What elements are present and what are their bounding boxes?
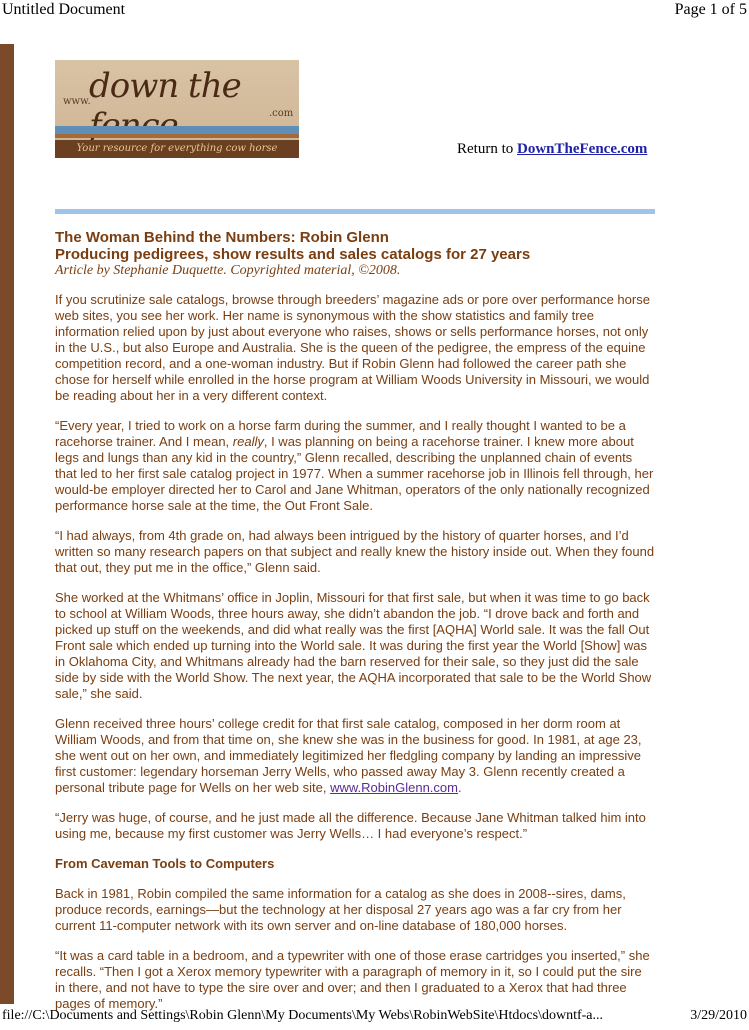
paragraph-5-a: Glenn received three hours’ college credit for that first sale catalog, composed in her dorm room at William Woods, and from that time on, she knew she was in the business for good. In 1981, at age 23, she went out on her own, and immediately legitimized her fledgling company by landing an impressive first customer: legendary horseman Jerry Wells, who passed away May 3. Glenn recently created a personal tribute page for Wells on her web site, xyxy=(55,716,642,795)
paragraph-3: “I had always, from 4th grade on, had always been intrigued by the history of quarter horses, and I’d written so many research papers on that subject and really knew the history inside out. When they found that out, they put me in the office,” Glenn said. xyxy=(55,528,655,575)
file-path: file://C:\Documents and Settings\Robin Glenn\My Documents\My Webs\RobinWebSite\Htdocs\downtf-a... xyxy=(2,1008,603,1023)
logo-brown-stripe xyxy=(55,134,299,138)
logo-www: www. xyxy=(63,96,91,107)
logo-script: down the xyxy=(89,66,241,106)
document-title: Untitled Document xyxy=(2,1,126,18)
paragraph-6: “Jerry was huge, of course, and he just made all the difference. Because Jane Whitman talked him into using me, because my first customer was Jerry Wells… I had everyone’s respect.” xyxy=(55,810,646,841)
section-heading: From Caveman Tools to Computers xyxy=(55,856,275,871)
article-title: The Woman Behind the Numbers: Robin Glenn xyxy=(55,229,389,246)
horizontal-rule xyxy=(55,209,655,214)
article-byline: Article by Stephanie Duquette. Copyrighted material, ©2008. xyxy=(55,263,401,278)
print-date: 3/29/2010 xyxy=(690,1008,747,1023)
logo-com: .com xyxy=(269,108,294,119)
page-indicator: Page 1 of 5 xyxy=(674,1,747,18)
paragraph-2-a: “Every year, I tried to work on a horse farm during the summer, and I really thought I wanted to be a racehorse trainer. And I mean, xyxy=(55,418,626,449)
down-the-fence-logo[interactable] xyxy=(55,60,299,158)
paragraph-2 xyxy=(55,418,655,514)
left-border-bar xyxy=(0,44,14,1004)
article xyxy=(55,229,655,1026)
paragraph-8: “It was a card table in a bedroom, and a typewriter with one of those erase cartridges you inserted,” she recalls. “Then I got a Xerox memory typewriter with a paragraph of memory in it, so I could put the sire in there, and not have to type the sire over and over; and then I graduated to a Xerox that had three pages of memory.” xyxy=(55,948,650,1011)
paragraph-4: She worked at the Whitmans’ office in Joplin, Missouri for that first sale, but when it was time to go back to school at William Woods, three hours away, she didn’t abandon the job. “I drove back and forth and picked up stuff on the weekends, and did what really was the first [AQHA] World sale. It was the fall Out Front sale which ended up turning into the World sale. It was during the first year the World [Show] was in Oklahoma City, and Whitmans already had the barn reserved for their sale, so they just did the sale side by side with the World Show. The next year, the AQHA incorporated that sale to be the World Show sale,” she said. xyxy=(55,590,652,701)
paragraph-5-b: . xyxy=(457,780,462,795)
logo-tagline: Your resource for everything cow horse xyxy=(55,140,299,158)
downthefence-link[interactable]: DownTheFence.com xyxy=(517,141,648,157)
paragraph-1: If you scrutinize sale catalogs, browse through breeders’ magazine ads or pore over performance horse web sites, you see her work. Her name is synonymous with the show statistics and family tree information relied upon by just about everyone who raises, shows or sells performance horses, not only in the U.S., but also Europe and Australia. She is the queen of the pedigree, the empress of the equine competition record, and a one-woman industry. But if Robin Glenn had followed the career path she chose for herself while enrolled in the horse program at William Woods University in Missouri, we would be reading about her in a very different context. xyxy=(55,292,650,403)
return-prefix: Return to xyxy=(457,141,517,157)
logo-blue-stripe xyxy=(55,126,299,134)
paragraph-2-b: , I was planning on being a racehorse trainer. I knew more about legs and lungs than any kid in the country,” Glenn recalled, describing the unplanned chain of events that led to her first sale catalog project in 1977. When a summer racehorse job in Illinois fell through, her would-be employer directed her to Carol and Jane Whitman, operators of the only nationally recognized performance horse sale at the time, the Out Front Sale. xyxy=(55,434,654,513)
paragraph-5 xyxy=(55,716,655,796)
return-link-line xyxy=(457,141,647,158)
paragraph-7: Back in 1981, Robin compiled the same information for a catalog as she does in 2008--sires, dams, produce records, earnings—but the technology at her disposal 27 years ago was a far cry from her current 11-computer network with its own server and on-line database of 180,000 horses. xyxy=(55,886,626,933)
robinglenn-link[interactable]: www.RobinGlenn.com xyxy=(330,780,458,795)
paragraph-2-emphasis: really xyxy=(232,434,264,449)
article-subtitle: Producing pedigrees, show results and sales catalogs for 27 years xyxy=(55,246,531,263)
